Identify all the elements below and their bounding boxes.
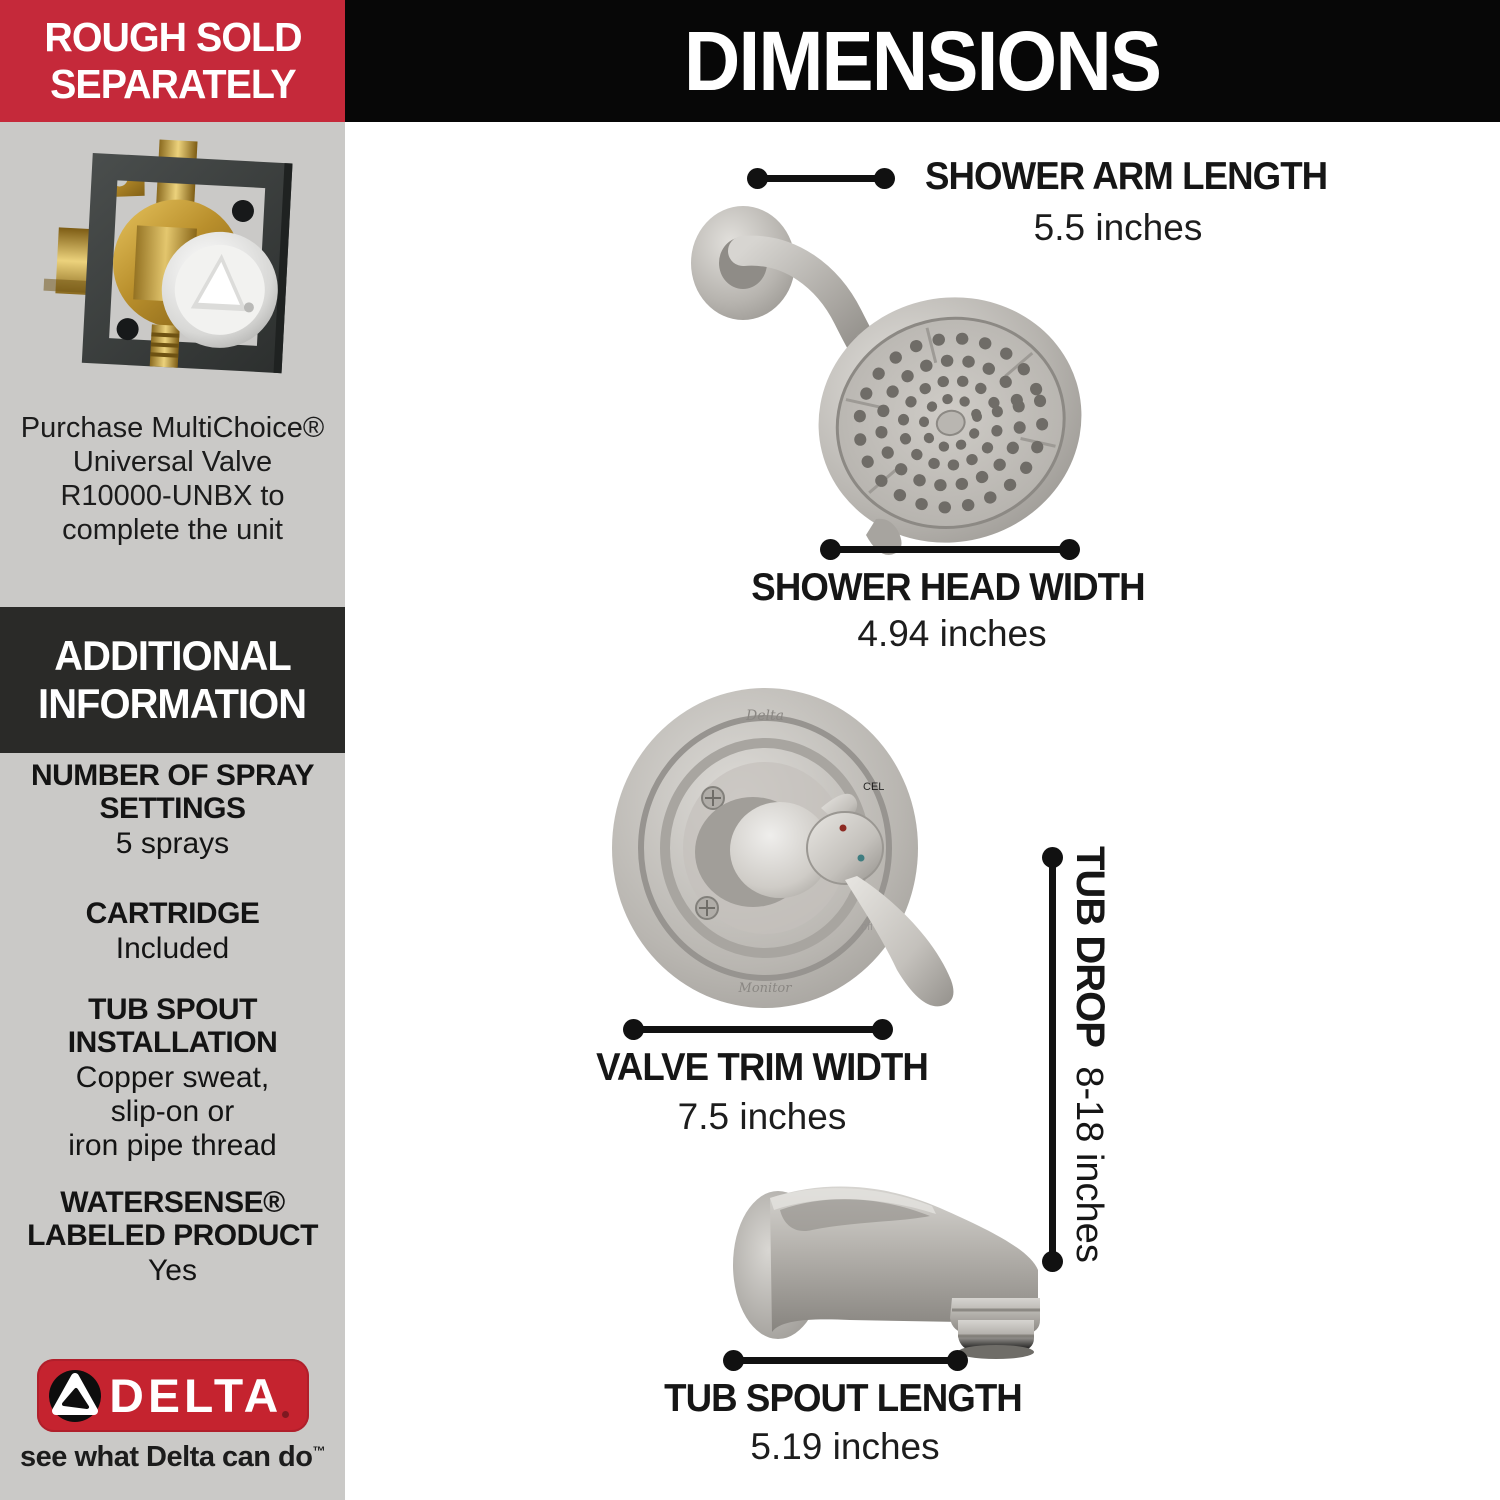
- dim-endpoint: [747, 168, 768, 189]
- spec-watersense: [0, 1186, 345, 1288]
- spec-label: WATERSENSE®: [60, 1186, 285, 1219]
- shower-arm-length-label: SHOWER ARM LENGTH: [925, 155, 1328, 198]
- shower-head-width-value: 4.94 inches: [857, 613, 1047, 654]
- spec-value: Copper sweat,: [75, 1061, 270, 1094]
- additional-information-banner: [0, 607, 345, 753]
- valve-trim-width-value: 7.5 inches: [677, 1096, 847, 1137]
- dim-endpoint: [874, 168, 895, 189]
- tub-spout-length-label: TUB SPOUT LENGTH: [664, 1377, 1022, 1420]
- tub-spout-illustration: [700, 1170, 1060, 1365]
- dim-endpoint: [872, 1019, 893, 1040]
- delta-wordmark-dot: [282, 1411, 289, 1418]
- dim-endpoint: [623, 1019, 644, 1040]
- spec-tub-spout-installation: [0, 993, 345, 1163]
- trim-monitor-script: Monitor: [738, 981, 792, 996]
- trim-delta-script: Delta: [746, 708, 784, 724]
- shower-head-width-label: SHOWER HEAD WIDTH: [751, 566, 1145, 609]
- purchase-note-line4: complete the unit: [62, 514, 283, 546]
- additional-banner-line2: INFORMATION: [38, 680, 307, 727]
- shower-head-image: [670, 195, 1110, 570]
- valve-screw-top: [231, 199, 254, 222]
- tub-spout-length-value: 5.19 inches: [750, 1426, 940, 1467]
- trim-screw: [702, 787, 724, 809]
- additional-banner-line1: ADDITIONAL: [54, 632, 291, 679]
- spec-number-of-spray-settings: [0, 759, 345, 861]
- spec-cartridge: [0, 897, 345, 966]
- tub-spout-length-line: [733, 1357, 958, 1364]
- spec-value: 5 sprays: [115, 827, 230, 860]
- purchase-note-line2: Universal Valve: [72, 446, 273, 478]
- delta-logo: [37, 1359, 309, 1432]
- spec-label: INSTALLATION: [67, 1026, 278, 1059]
- spec-label: TUB SPOUT: [88, 993, 257, 1026]
- tub-drop-label: [1059, 846, 1112, 1263]
- shower-arm-length-value: 5.5 inches: [1033, 207, 1203, 248]
- spec-value: Yes: [148, 1254, 197, 1287]
- rough-banner-line2: SEPARATELY: [49, 61, 296, 107]
- delta-wordmark: DELTA: [108, 1369, 282, 1422]
- spec-value: iron pipe thread: [68, 1129, 277, 1162]
- delta-logo-block: [0, 1359, 345, 1474]
- dim-endpoint: [947, 1350, 968, 1371]
- valve-trim-width-line: [633, 1026, 883, 1033]
- purchase-note: [0, 411, 345, 547]
- handle-ball: [807, 812, 883, 884]
- purchase-note-line3: R10000-UNBX to: [60, 480, 285, 512]
- spout-outlet-opening: [958, 1345, 1034, 1359]
- valve-trim-image: [595, 680, 985, 1030]
- spec-label: SETTINGS: [99, 792, 246, 825]
- cold-indicator-dot: [858, 855, 865, 862]
- hot-indicator-dot: [840, 825, 847, 832]
- rough-in-valve-image: [35, 136, 310, 401]
- spec-value: Included: [115, 932, 230, 965]
- delta-tagline: see what Delta can do™: [20, 1441, 325, 1473]
- rough-in-valve-illustration: [35, 136, 310, 401]
- rough-sold-separately-banner: [0, 0, 345, 122]
- valve-screw-bottom: [116, 318, 139, 341]
- tub-drop-value: 8-18 inches: [1068, 1066, 1110, 1263]
- left-info-sidebar: [0, 0, 345, 1500]
- tub-spout-image: [700, 1170, 1060, 1370]
- tub-drop-label-bold: TUB DROP: [1068, 846, 1112, 1047]
- page-title: DIMENSIONS: [684, 13, 1161, 108]
- spec-label: NUMBER OF SPRAY: [30, 759, 315, 792]
- trim-screw: [696, 897, 718, 919]
- dim-endpoint: [1059, 539, 1080, 560]
- spec-value: slip-on or: [110, 1095, 235, 1128]
- valve-trim-width-label: VALVE TRIM WIDTH: [596, 1046, 928, 1089]
- spec-label: LABELED PRODUCT: [27, 1219, 318, 1252]
- valve-trim-illustration: [595, 680, 985, 1025]
- dimensions-header: [345, 0, 1500, 122]
- rough-banner-line1: ROUGH SOLD: [43, 14, 302, 60]
- trim-off-mark: off: [861, 921, 874, 933]
- shower-arm-length-line: [757, 175, 885, 182]
- purchase-note-line1: Purchase MultiChoice®: [20, 412, 325, 444]
- shower-head-illustration: [670, 195, 1110, 565]
- trim-cal-mark: CEL: [863, 781, 885, 793]
- dim-endpoint: [723, 1350, 744, 1371]
- delta-triangle-icon: [47, 1368, 103, 1424]
- dim-endpoint: [820, 539, 841, 560]
- shower-head-width-line: [830, 546, 1070, 553]
- spec-label: CARTRIDGE: [85, 897, 260, 930]
